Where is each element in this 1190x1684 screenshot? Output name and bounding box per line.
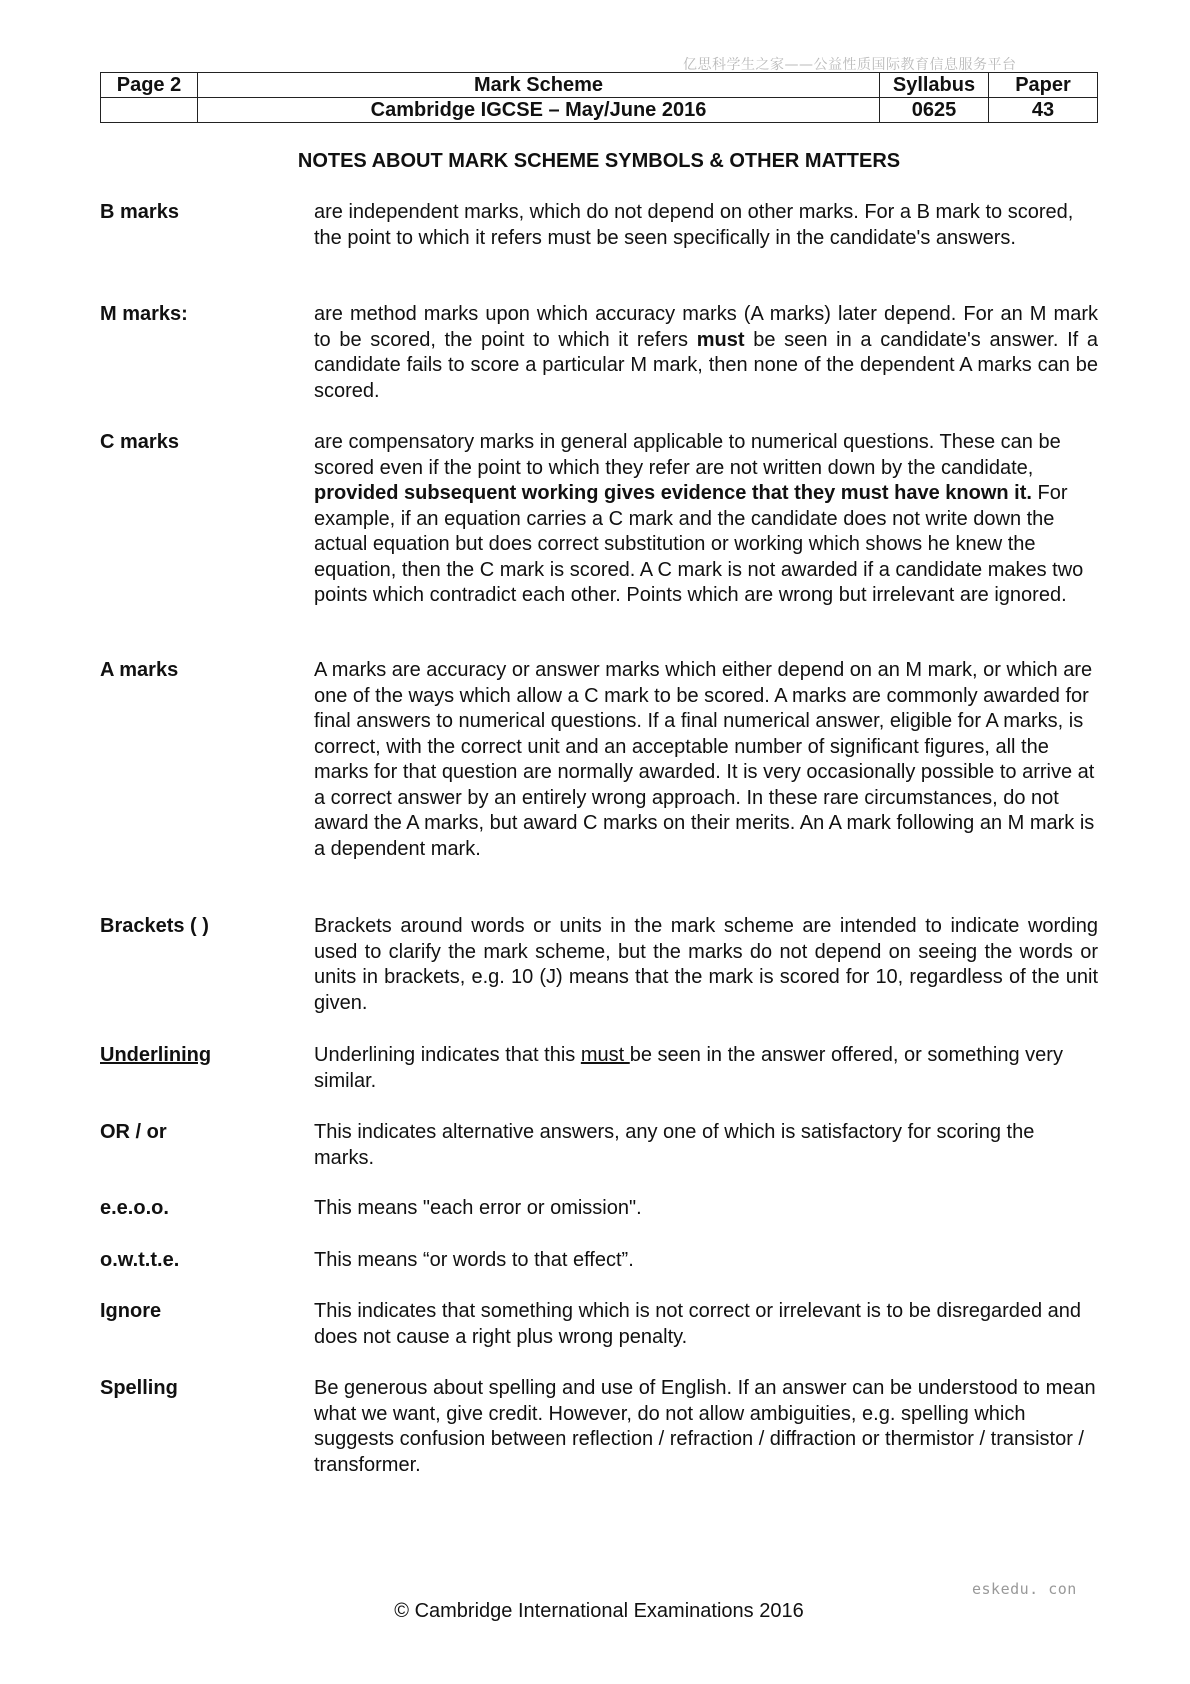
entry-term: Underlining: [100, 1044, 212, 1066]
entry-description: are method marks upon which accuracy marks (A marks) later depend. For an M mark to be scored, the point to which it refers must be seen in a candidate's answer. If a candidate fails to score a particular M mark, then none of the dependent A marks can be scored.: [314, 303, 1098, 402]
entry-term: A marks: [100, 659, 179, 681]
entry-term: B marks: [100, 201, 179, 223]
entry-description: A marks are accuracy or answer marks which either depend on an M mark, or which are one of the ways which allow a C mark to be scored. A marks are commonly awarded for final answers to numerical questions. If a final numerical answer, eligible for A marks, is correct, with the correct unit and an acceptable number of significant figures, all the marks for that question are normally awarded. It is very occasionally possible to arrive at a correct answer by an entirely wrong approach. In these rare circumstances, do not award the A marks, but award C marks on their merits. An A mark following an M mark is a dependent mark.: [314, 659, 1095, 860]
entry-description: This indicates alternative answers, any one of which is satisfactory for scoring the marks.: [314, 1121, 1035, 1169]
document-title: Mark Scheme: [198, 73, 880, 98]
entry-term: Spelling: [100, 1377, 178, 1399]
entry-term: Brackets ( ): [100, 915, 209, 937]
entry-term: e.e.o.o.: [100, 1197, 169, 1219]
entry-description: This means “or words to that effect”.: [314, 1249, 634, 1271]
entry-description: are independent marks, which do not depend on other marks. For a B mark to scored, the point to which it refers must be seen specifically in the candidate's answers.: [314, 201, 1074, 249]
entry-description: This indicates that something which is not correct or irrelevant is to be disregarded and does not cause a right plus wrong penalty.: [314, 1300, 1082, 1348]
entry-description: Be generous about spelling and use of English. If an answer can be understood to mean what we want, give credit. However, do not allow ambiguities, e.g. spelling which suggests confusion between reflection / refraction / diffraction or thermistor / transistor / transformer.: [314, 1377, 1096, 1476]
entry-term: o.w.t.t.e.: [100, 1249, 180, 1271]
entry-description: Brackets around words or units in the mark scheme are intended to indicate wording used to clarify the mark scheme, but the marks do not depend on seeing the words or units in brackets, e.g. 10 (J) means that the mark is scored for 10, regardless of the unit given.: [314, 915, 1098, 1014]
entry-term: C marks: [100, 431, 179, 453]
exam-session: Cambridge IGCSE – May/June 2016: [198, 98, 880, 123]
entry-term: OR / or: [100, 1121, 167, 1143]
entry-term: M marks:: [100, 303, 188, 325]
entry-description: are compensatory marks in general applicable to numerical questions. These can be scored even if the point to which they refer are not written down by the candidate, provided subsequent working gives evidence that they must have known it. For example, if an equation carries a C mark and the candidate does not write down the actual equation but does correct substitution or working which shows he knew the equation, then the C mark is scored. A C mark is not awarded if a candidate makes two points which contradict each other. Points which are wrong but irrelevant are ignored.: [314, 431, 1084, 606]
syllabus-label: Syllabus: [880, 73, 989, 98]
entry-description: This means "each error or omission".: [314, 1197, 642, 1219]
entry-term: Ignore: [100, 1300, 162, 1322]
header-table: [100, 72, 1098, 123]
paper-label: Paper: [989, 73, 1098, 98]
notes-title: NOTES ABOUT MARK SCHEME SYMBOLS & OTHER MATTERS: [297, 150, 901, 172]
copyright-footer: © Cambridge International Examinations 2016: [394, 1600, 804, 1622]
page-number: Page 2: [101, 73, 198, 98]
footer-watermark: eskedu. con: [972, 1580, 1077, 1598]
header-empty-cell: [101, 98, 198, 123]
syllabus-code: 0625: [880, 98, 989, 123]
watermark-text: 亿思科学生之家——公益性质国际教育信息服务平台: [683, 57, 1017, 73]
entry-description: Underlining indicates that this must be seen in the answer offered, or something very similar.: [314, 1044, 1063, 1092]
paper-number: 43: [989, 98, 1098, 123]
